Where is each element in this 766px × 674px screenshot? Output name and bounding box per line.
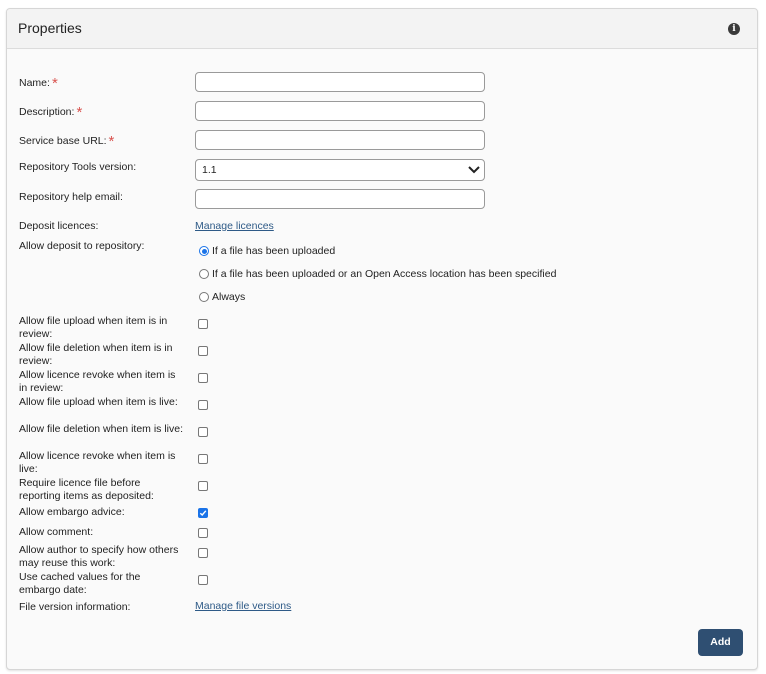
required-asterisk: * — [108, 133, 115, 150]
help-email-input[interactable] — [195, 189, 485, 209]
checkbox-label: Allow file upload when item is in review: — [19, 315, 168, 340]
manage-file-versions-link[interactable]: Manage file versions — [195, 600, 292, 612]
checkmark-icon — [199, 509, 207, 517]
checkbox-label: Allow embargo advice: — [19, 506, 125, 518]
allow-embargo-advice-checkbox[interactable] — [198, 508, 208, 518]
checkbox-label: Allow file upload when item is live: — [19, 396, 178, 408]
description-label: Description: * — [19, 104, 83, 121]
allow-author-reuse-checkbox[interactable] — [198, 548, 208, 558]
deposit-option-uploaded-or-oa[interactable] — [199, 267, 556, 281]
add-button[interactable]: Add — [698, 629, 743, 656]
file-version-label: File version information: — [19, 601, 131, 613]
use-cached-embargo-checkbox[interactable] — [198, 575, 208, 585]
panel-title: Properties — [18, 20, 82, 36]
info-icon[interactable]: i — [728, 23, 740, 35]
tools-version-select[interactable] — [195, 159, 485, 181]
radio-label: If a file has been uploaded — [212, 245, 336, 257]
allow-file-upload-review-checkbox[interactable] — [198, 319, 208, 329]
name-label: Name: * — [19, 75, 58, 92]
description-input[interactable] — [195, 101, 485, 121]
checkbox-label: Allow licence revoke when item is live: — [19, 450, 176, 475]
deposit-option-uploaded[interactable] — [199, 244, 335, 258]
allow-file-upload-live-checkbox[interactable] — [198, 400, 208, 410]
checkbox-label: Allow licence revoke when item is in review: — [19, 369, 176, 394]
radio-label: Always — [212, 291, 246, 303]
checkbox-label: Use cached values for the embargo date: — [19, 571, 141, 596]
deposit-licences-label: Deposit licences: — [19, 220, 99, 232]
checkbox-label: Allow file deletion when item is live: — [19, 423, 183, 435]
checkbox-label: Allow comment: — [19, 526, 94, 538]
allow-deposit-label: Allow deposit to repository: — [19, 240, 145, 252]
service-url-input[interactable] — [195, 130, 485, 150]
require-licence-file-checkbox[interactable] — [198, 481, 208, 491]
radio-label: If a file has been uploaded or an Open Access location has been specified — [212, 268, 557, 280]
chevron-down-icon — [468, 165, 480, 175]
name-input[interactable] — [195, 72, 485, 92]
required-asterisk: * — [76, 104, 83, 121]
manage-licences-link[interactable]: Manage licences — [195, 220, 274, 232]
deposit-option-always[interactable] — [199, 290, 245, 304]
radio-button[interactable] — [199, 246, 209, 256]
required-asterisk: * — [51, 75, 58, 92]
checkbox-label: Allow file deletion when item is in review: — [19, 342, 173, 367]
help-email-label: Repository help email: — [19, 191, 123, 203]
allow-comment-checkbox[interactable] — [198, 528, 208, 538]
radio-button[interactable] — [199, 269, 209, 279]
allow-licence-revoke-live-checkbox[interactable] — [198, 454, 208, 464]
allow-file-deletion-review-checkbox[interactable] — [198, 346, 208, 356]
checkbox-label: Require licence file before reporting items as deposited: — [19, 477, 154, 502]
tools-version-label: Repository Tools version: — [19, 161, 137, 173]
tools-version-value: 1.1 — [202, 164, 217, 176]
radio-button[interactable] — [199, 292, 209, 302]
allow-licence-revoke-review-checkbox[interactable] — [198, 373, 208, 383]
properties-panel — [6, 8, 758, 670]
service-url-label: Service base URL: * — [19, 133, 115, 150]
checkbox-label: Allow author to specify how others may reuse this work: — [19, 544, 179, 569]
allow-file-deletion-live-checkbox[interactable] — [198, 427, 208, 437]
panel-header — [7, 9, 757, 49]
